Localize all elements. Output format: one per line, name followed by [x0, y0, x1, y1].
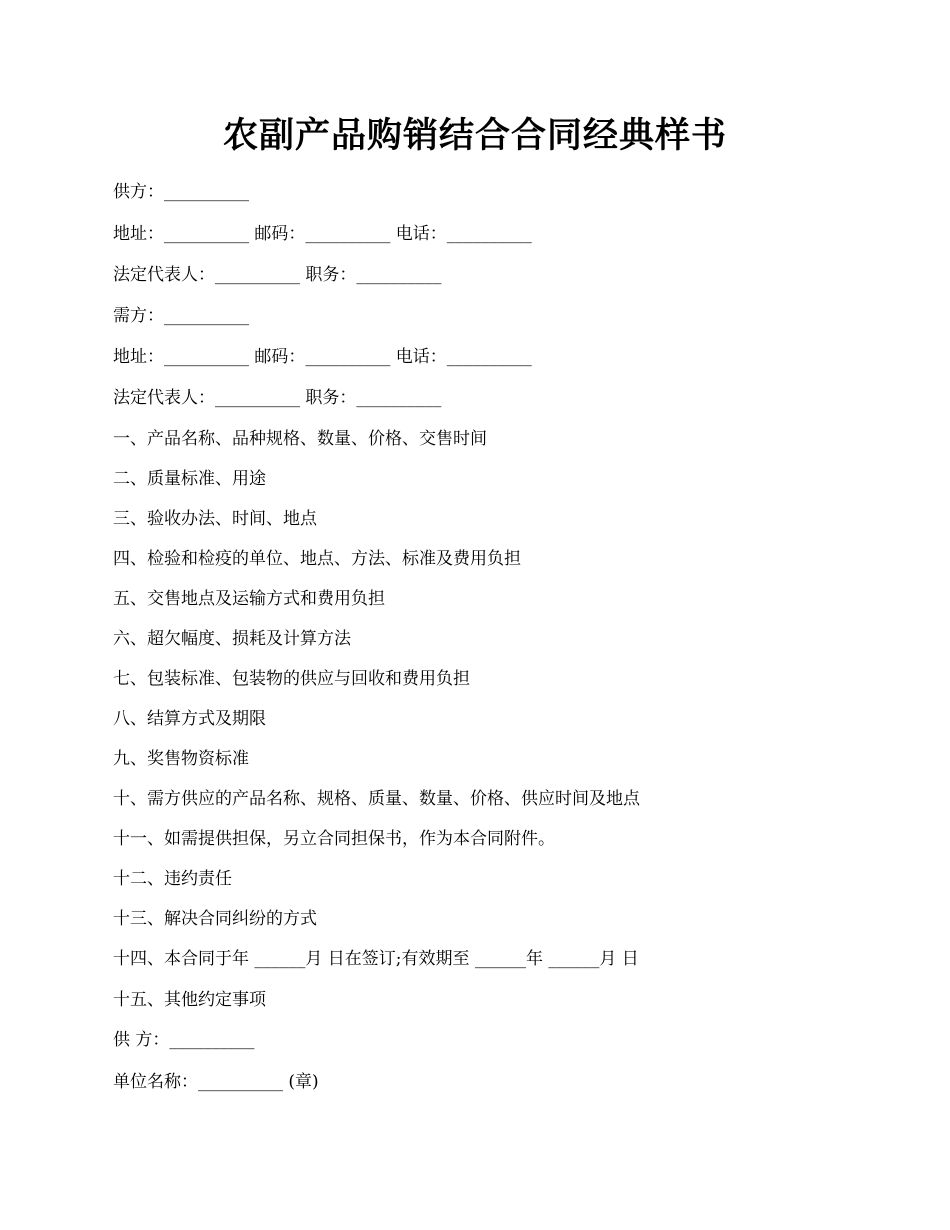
clause-5: 五、交售地点及运输方式和费用负担 — [113, 589, 385, 609]
clause-4: 四、检验和检疫的单位、地点、方法、标准及费用负担 — [113, 549, 521, 569]
clause-8: 八、结算方式及期限 — [113, 709, 266, 729]
clause-13: 十三、解决合同纠纷的方式 — [113, 909, 317, 929]
clause-9: 九、奖售物资标准 — [113, 749, 249, 769]
signature-unit-name-line: 单位名称：__________ (章) — [113, 1072, 319, 1092]
buyer-address-line: 地址：__________ 邮码：__________ 电话：__________ — [113, 347, 532, 367]
supplier-representative-line: 法定代表人：__________ 职务：__________ — [113, 265, 442, 285]
clause-6: 六、超欠幅度、损耗及计算方法 — [113, 629, 351, 649]
buyer-name-line: 需方：__________ — [113, 306, 249, 326]
buyer-representative-line: 法定代表人：__________ 职务：__________ — [113, 388, 442, 408]
supplier-address-line: 地址：__________ 邮码：__________ 电话：__________ — [113, 224, 532, 244]
clause-3: 三、验收办法、时间、地点 — [113, 509, 317, 529]
signature-supplier-line: 供 方：__________ — [113, 1030, 255, 1050]
clause-15: 十五、其他约定事项 — [113, 990, 266, 1010]
clause-14: 十四、本合同于年 ______月 日在签订;有效期至 ______年 ______月 日 — [113, 949, 639, 969]
clause-7: 七、包装标准、包装物的供应与回收和费用负担 — [113, 669, 470, 689]
clause-12: 十二、违约责任 — [113, 869, 232, 889]
clause-2: 二、质量标准、用途 — [113, 469, 266, 489]
clause-11: 十一、如需提供担保，另立合同担保书，作为本合同附件。 — [113, 829, 555, 849]
clause-1: 一、产品名称、品种规格、数量、价格、交售时间 — [113, 429, 487, 449]
supplier-name-line: 供方：__________ — [113, 182, 249, 202]
document-title: 农副产品购销结合合同经典样书 — [222, 115, 727, 156]
clause-10: 十、需方供应的产品名称、规格、质量、数量、价格、供应时间及地点 — [113, 789, 640, 809]
